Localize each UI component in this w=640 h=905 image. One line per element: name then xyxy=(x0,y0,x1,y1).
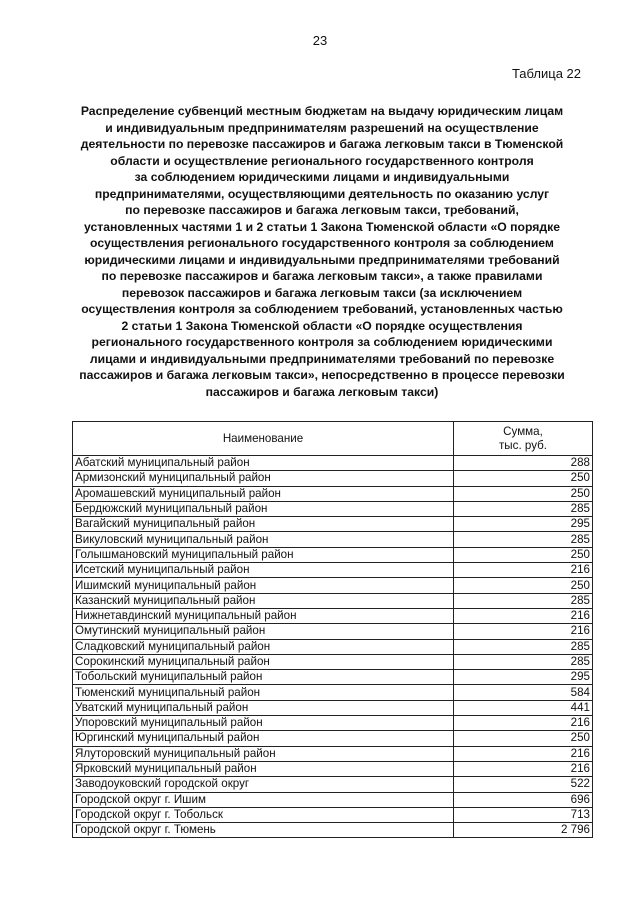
table-row xyxy=(73,716,593,731)
title-line: пассажиров и багажа легковым такси) xyxy=(205,384,439,399)
row-sum: 250 xyxy=(454,578,593,593)
row-name: Бердюжский муниципальный район xyxy=(73,501,454,516)
table-row xyxy=(73,746,593,761)
title-line: области и осуществление регионального государственного контроля xyxy=(110,153,534,168)
row-sum: 285 xyxy=(454,593,593,608)
row-name: Сорокинский муниципальный район xyxy=(73,654,454,669)
row-name: Исетский муниципальный район xyxy=(73,563,454,578)
table-row xyxy=(73,486,593,501)
title-line: осуществления регионального государственного контроля за соблюдением xyxy=(90,236,554,250)
table-row xyxy=(73,608,593,623)
row-sum: 216 xyxy=(454,608,593,623)
table-row xyxy=(73,639,593,654)
title-line: пассажиров и багажа легковым такси», непосредственно в процессе перевозки xyxy=(79,368,565,382)
header-name: Наименование xyxy=(73,422,454,456)
row-sum: 250 xyxy=(454,547,593,562)
row-name: Тюменский муниципальный район xyxy=(73,685,454,700)
row-name: Юргинский муниципальный район xyxy=(73,731,454,746)
title-line: за соблюдением юридическими лицами и индивидуальными xyxy=(134,170,510,184)
row-name: Аромашевский муниципальный район xyxy=(73,486,454,501)
table-row xyxy=(73,593,593,608)
row-name: Ярковский муниципальный район xyxy=(73,761,454,776)
title-line: установленных частями 1 и 2 статьи 1 Закона Тюменской области «О порядке xyxy=(84,219,560,234)
title-line: Распределение субвенций местным бюджетам на выдачу юридическим лицам xyxy=(80,104,564,118)
title-line: 2 статьи 1 Закона Тюменской области «О порядке осуществления xyxy=(121,318,523,333)
title-line: по перевозке пассажиров и багажа легковым такси», а также правилами xyxy=(101,269,543,283)
row-sum: 250 xyxy=(454,731,593,746)
row-name: Армизонский муниципальный район xyxy=(73,471,454,486)
table-header-row xyxy=(73,422,593,456)
row-name: Городской округ г. Ишим xyxy=(73,792,454,807)
row-name: Омутинский муниципальный район xyxy=(73,624,454,639)
row-sum: 250 xyxy=(454,486,593,501)
table-row xyxy=(73,456,593,471)
title-line: перевозок пассажиров и багажа легковым такси (за исключением xyxy=(121,285,523,300)
table-row xyxy=(73,563,593,578)
row-name: Сладковский муниципальный район xyxy=(73,639,454,654)
table-row xyxy=(73,807,593,822)
row-sum: 250 xyxy=(454,471,593,486)
page-number: 23 xyxy=(312,33,328,48)
header-sum-line1: Сумма, xyxy=(503,424,543,438)
table-body xyxy=(73,456,593,838)
row-sum: 285 xyxy=(454,639,593,654)
table-row xyxy=(73,670,593,685)
row-sum: 522 xyxy=(454,777,593,792)
row-sum: 2 796 xyxy=(454,823,593,838)
table-label: Таблица 22 xyxy=(511,66,581,81)
row-name: Абатский муниципальный район xyxy=(73,456,454,471)
row-name: Викуловский муниципальный район xyxy=(73,532,454,547)
row-name: Заводоуковский городской округ xyxy=(73,777,454,792)
header-sum-line2: тыс. руб. xyxy=(499,438,547,452)
table-row xyxy=(73,761,593,776)
row-name: Вагайский муниципальный район xyxy=(73,517,454,532)
row-sum: 696 xyxy=(454,792,593,807)
row-sum: 285 xyxy=(454,501,593,516)
row-sum: 285 xyxy=(454,532,593,547)
table-row xyxy=(73,578,593,593)
table-row xyxy=(73,700,593,715)
title-line: деятельности по перевозке пассажиров и багажа легковым такси в Тюменской xyxy=(80,137,564,151)
row-sum: 285 xyxy=(454,654,593,669)
table-row xyxy=(73,823,593,838)
table-row xyxy=(73,792,593,807)
table-row xyxy=(73,501,593,516)
row-name: Нижнетавдинский муниципальный район xyxy=(73,608,454,623)
row-sum: 584 xyxy=(454,685,593,700)
row-sum: 216 xyxy=(454,716,593,731)
table-row xyxy=(73,654,593,669)
title-line: осуществления контроля за соблюдением требований, установленных частью xyxy=(81,302,563,316)
row-name: Ишимский муниципальный район xyxy=(73,578,454,593)
row-name: Казанский муниципальный район xyxy=(73,593,454,608)
table-row xyxy=(73,547,593,562)
table-row xyxy=(73,685,593,700)
table-row xyxy=(73,731,593,746)
table-row xyxy=(73,517,593,532)
row-name: Упоровский муниципальный район xyxy=(73,716,454,731)
row-sum: 295 xyxy=(454,670,593,685)
row-sum: 713 xyxy=(454,807,593,822)
document-title xyxy=(62,103,582,400)
table-row xyxy=(73,532,593,547)
header-sum xyxy=(454,422,593,456)
subventions-table xyxy=(72,421,593,838)
row-name: Голышмановский муниципальный район xyxy=(73,547,454,562)
table-row xyxy=(73,777,593,792)
title-line: регионального государственного контроля за соблюдением юридическими xyxy=(91,335,553,349)
row-sum: 216 xyxy=(454,624,593,639)
title-line: по перевозке пассажиров и багажа легковым такси, требований, xyxy=(125,203,519,217)
row-sum: 295 xyxy=(454,517,593,532)
table-row xyxy=(73,624,593,639)
row-sum: 288 xyxy=(454,456,593,471)
row-name: Городской округ г. Тюмень xyxy=(73,823,454,838)
row-name: Уватский муниципальный район xyxy=(73,700,454,715)
title-line: предпринимателями, осуществляющими деятельность по оказанию услуг xyxy=(94,186,550,201)
row-name: Тобольский муниципальный район xyxy=(73,670,454,685)
table-row xyxy=(73,471,593,486)
title-line: и индивидуальным предпринимателям разрешений на осуществление xyxy=(105,120,539,135)
row-name: Ялуторовский муниципальный район xyxy=(73,746,454,761)
row-name: Городской округ г. Тобольск xyxy=(73,807,454,822)
row-sum: 216 xyxy=(454,761,593,776)
row-sum: 216 xyxy=(454,746,593,761)
title-line: лицами и индивидуальными предпринимателями требований по перевозке xyxy=(89,351,555,366)
row-sum: 441 xyxy=(454,700,593,715)
row-sum: 216 xyxy=(454,563,593,578)
title-line: юридическими лицами и индивидуальными предпринимателями требований xyxy=(84,252,560,267)
